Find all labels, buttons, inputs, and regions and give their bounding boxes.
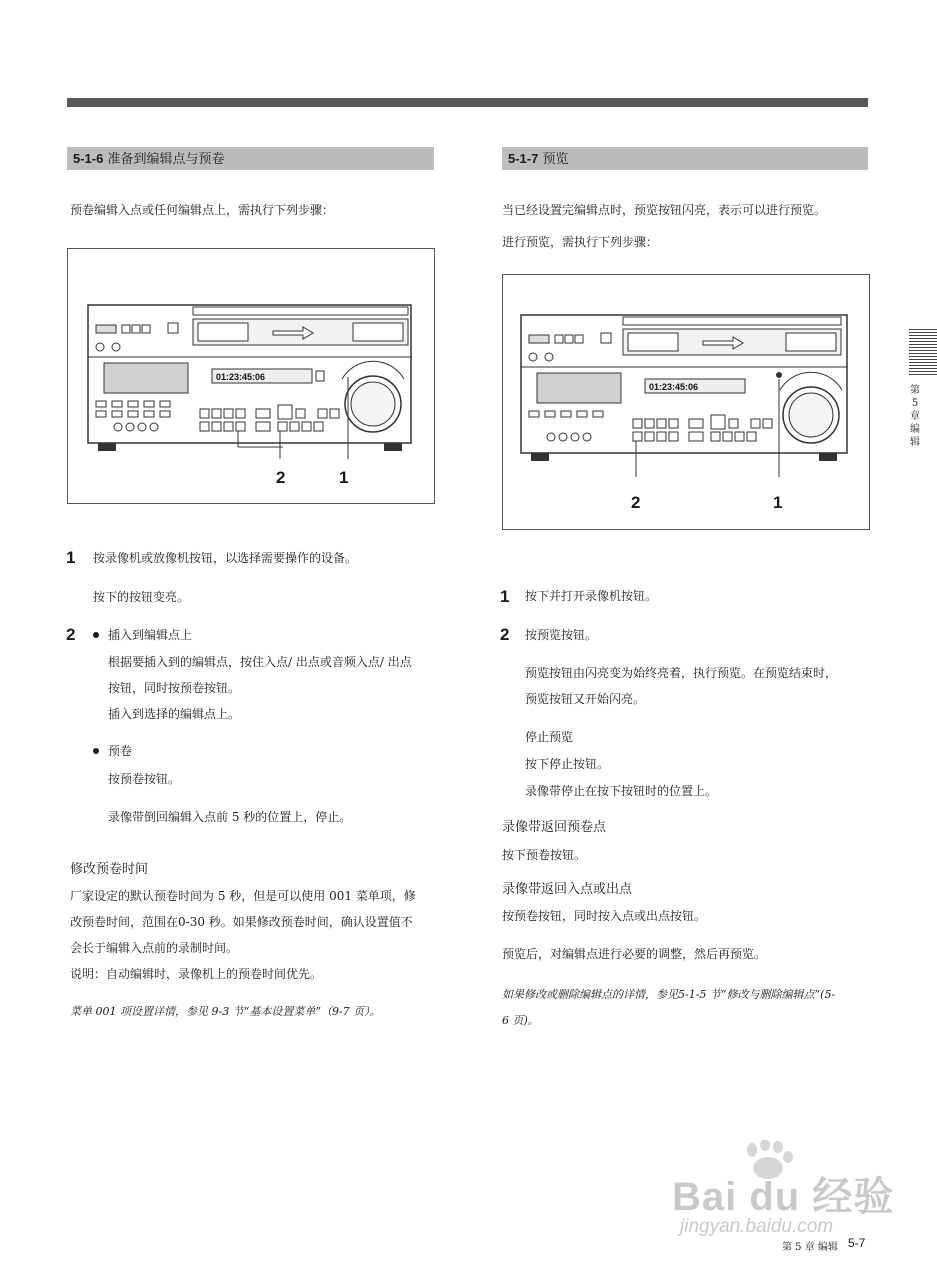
step-text: 按录像机或放像机按钮，以选择需要操作的设备。 (93, 551, 358, 565)
bullet-text: 按预卷按钮。 (108, 772, 181, 786)
vtr-figure-left (67, 248, 435, 504)
body-text: 会长于编辑入点前的录制时间。 (70, 941, 239, 955)
display-timecode: 01:23:45:06 (216, 372, 266, 382)
reference-text: 6 页)。 (502, 1014, 539, 1027)
chapter-tab-stripes (909, 329, 937, 375)
subsection-title: 停止预览 (525, 730, 574, 744)
step-number: 2 (66, 625, 76, 644)
bullet (93, 632, 99, 638)
display-timecode: 01:23:45:06 (649, 382, 699, 392)
step-result: 录像带倒回编辑入点前 5 秒的位置上，停止。 (108, 810, 352, 824)
step-number: 1 (66, 548, 76, 567)
reference-text: 菜单 001 项设置详情，参见 9-3 节“基本设置菜单”（9-7 页）。 (70, 1005, 381, 1018)
step-detail: 预览按钮由闪亮变为始终亮着，执行预览。在预览结束时， (525, 666, 838, 680)
vtr-illustration (68, 249, 434, 503)
body-text: 按下预卷按钮。 (502, 848, 587, 862)
subsection-title: 录像带返回入点或出点 (502, 882, 633, 897)
body-text: 按下停止按钮。 (525, 757, 610, 771)
figure-callout-2: 2 (631, 493, 641, 512)
watermark-logo: Bai du 经验 (672, 1175, 895, 1219)
vtr-figure-right (502, 274, 870, 530)
step-number: 2 (500, 625, 510, 644)
bullet-title: 预卷 (108, 744, 133, 758)
body-text: 录像带停止在按下按钮时的位置上。 (525, 784, 718, 798)
reference-text: 如果修改或删除编辑点的详情，参见5-1-5 节“修改与删除编辑点”(5- (502, 988, 836, 1001)
note-text: 说明：自动编辑时，录像机上的预卷时间优先。 (70, 967, 323, 981)
figure-callout-1: 1 (773, 493, 783, 512)
intro-text: 进行预览，需执行下列步骤： (502, 235, 659, 249)
intro-text: 预卷编辑入点或任何编辑点上，需执行下列步骤： (70, 203, 335, 217)
step-detail: 预览按钮又开始闪亮。 (525, 692, 646, 706)
bullet (93, 748, 99, 754)
watermark-url: jingyan.baidu.com (680, 1216, 834, 1237)
chapter-tab-label: 第 5 章 编辑 (910, 385, 920, 448)
step-text: 按下并打开录像机按钮。 (525, 589, 658, 603)
section-heading-5-1-6 (67, 147, 434, 170)
footer-chapter: 第 5 章 编辑 (782, 1242, 838, 1253)
figure-callout-2: 2 (276, 468, 286, 487)
subsection-title: 修改预卷时间 (70, 862, 149, 877)
page-number: 5-7 (848, 1236, 866, 1250)
section-heading-5-1-7 (502, 147, 868, 170)
step-text: 按预览按钮。 (525, 628, 598, 642)
bullet-text: 插入到选择的编辑点上。 (108, 707, 241, 721)
intro-text: 当已经设置完编辑点时，预览按钮闪亮，表示可以进行预览。 (502, 203, 827, 217)
figure-callout-1: 1 (339, 468, 349, 487)
vtr-illustration (503, 275, 869, 529)
bullet-text: 根据要插入到的编辑点，按住入点/ 出点或音频入点/ 出点 (108, 655, 412, 669)
step-result: 按下的按钮变亮。 (93, 590, 190, 604)
body-text: 厂家设定的默认预卷时间为 5 秒，但是可以使用 001 菜单项，修 (70, 889, 416, 903)
step-number: 1 (500, 587, 510, 606)
top-rule (67, 98, 868, 107)
bullet-title: 插入到编辑点上 (108, 628, 193, 642)
subsection-title: 录像带返回预卷点 (502, 820, 607, 835)
section-title: 准备到编辑点与预卷 (107, 152, 225, 167)
section-number: 5-1-7 (508, 151, 539, 166)
section-title: 预览 (542, 152, 569, 167)
body-text: 按预卷按钮，同时按入点或出点按钮。 (502, 909, 707, 923)
body-text: 改预卷时间，范围在0-30 秒。如果修改预卷时间，确认设置值不 (70, 915, 413, 929)
section-number: 5-1-6 (73, 151, 104, 166)
bullet-text: 按钮，同时按预卷按钮。 (108, 681, 241, 695)
body-text: 预览后，对编辑点进行必要的调整，然后再预览。 (502, 947, 767, 961)
